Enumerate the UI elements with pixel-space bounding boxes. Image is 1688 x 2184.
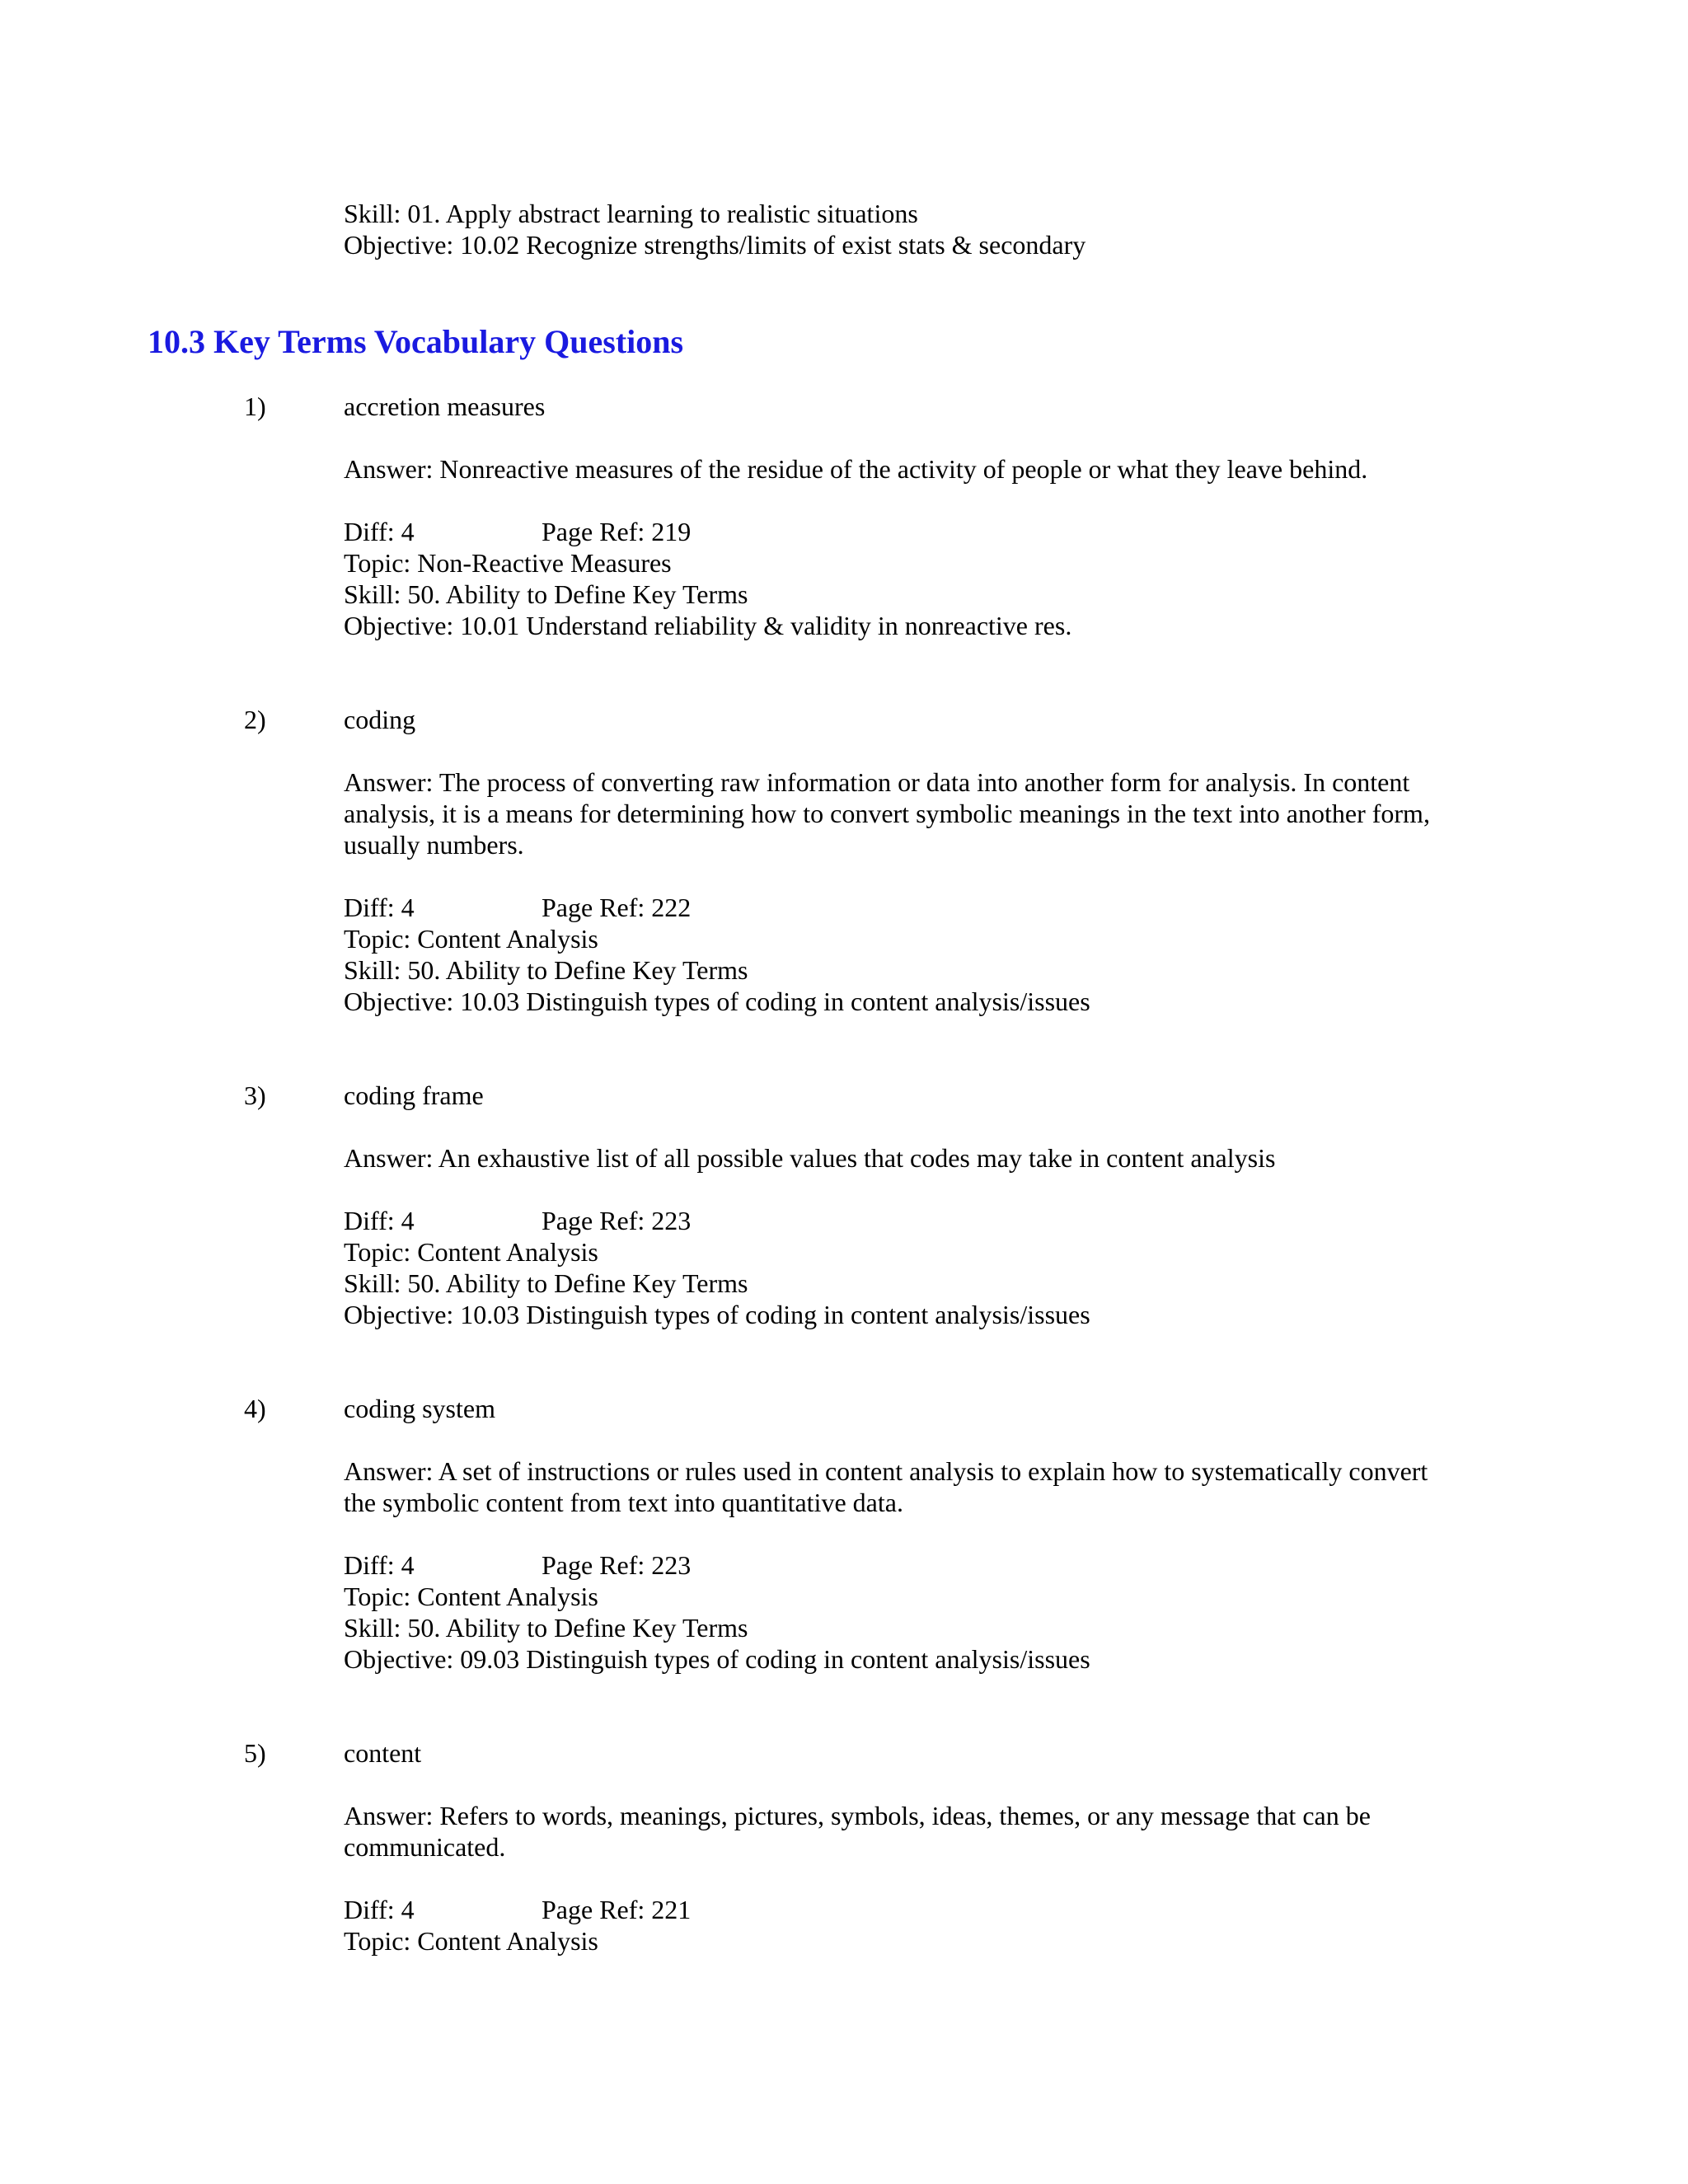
skill-line: Skill: 50. Ability to Define Key Terms xyxy=(344,1268,748,1298)
page-ref: Page Ref: 223 xyxy=(542,1550,692,1580)
question-term: content xyxy=(344,1738,422,1768)
section-heading: 10.3 Key Terms Vocabulary Questions xyxy=(148,323,684,360)
diff-row xyxy=(344,892,692,923)
diff-row xyxy=(344,516,692,547)
difficulty: Diff: 4 xyxy=(344,893,415,922)
difficulty: Diff: 4 xyxy=(344,1206,415,1235)
question-answer: Answer: The process of converting raw information or data into another form for analysis. In content analysis, it is a means for determining how to convert symbolic meanings in the text into another form, usually numbers. xyxy=(344,767,1430,860)
question-answer: Answer: A set of instructions or rules used in content analysis to explain how to systematically convert the symbolic content from text into quantitative data. xyxy=(344,1456,1428,1517)
page-ref: Page Ref: 221 xyxy=(542,1895,692,1924)
question-number: 3) xyxy=(244,1080,266,1110)
topic-line: Topic: Content Analysis xyxy=(344,924,598,954)
question-answer: Answer: Nonreactive measures of the residue of the activity of people or what they leave behind. xyxy=(344,454,1368,484)
skill-line: Skill: 50. Ability to Define Key Terms xyxy=(344,1613,748,1643)
difficulty: Diff: 4 xyxy=(344,1895,415,1924)
question-term: coding xyxy=(344,705,416,734)
diff-row xyxy=(344,1549,692,1581)
prev-objective-line: Objective: 10.02 Recognize strengths/limits of exist stats & secondary xyxy=(344,230,1086,260)
question-term: coding frame xyxy=(344,1080,484,1110)
diff-row xyxy=(344,1894,692,1925)
topic-line: Topic: Content Analysis xyxy=(344,1237,598,1267)
page-ref: Page Ref: 219 xyxy=(542,517,692,546)
skill-line: Skill: 50. Ability to Define Key Terms xyxy=(344,955,748,985)
question-term: accretion measures xyxy=(344,391,546,421)
topic-line: Topic: Content Analysis xyxy=(344,1926,598,1956)
objective-line: Objective: 09.03 Distinguish types of coding in content analysis/issues xyxy=(344,1644,1090,1674)
objective-line: Objective: 10.01 Understand reliability & validity in nonreactive res. xyxy=(344,611,1072,640)
topic-line: Topic: Content Analysis xyxy=(344,1582,598,1611)
difficulty: Diff: 4 xyxy=(344,1550,415,1580)
question-number: 1) xyxy=(244,391,266,421)
skill-line: Skill: 50. Ability to Define Key Terms xyxy=(344,579,748,609)
question-term: coding system xyxy=(344,1394,495,1423)
page-ref: Page Ref: 223 xyxy=(542,1206,692,1235)
objective-line: Objective: 10.03 Distinguish types of coding in content analysis/issues xyxy=(344,987,1090,1016)
question-number: 4) xyxy=(244,1394,266,1423)
question-answer: Answer: An exhaustive list of all possible values that codes may take in content analysis xyxy=(344,1143,1276,1173)
difficulty: Diff: 4 xyxy=(344,517,415,546)
diff-row xyxy=(344,1205,692,1236)
objective-line: Objective: 10.03 Distinguish types of coding in content analysis/issues xyxy=(344,1300,1090,1329)
question-answer: Answer: Refers to words, meanings, pictures, symbols, ideas, themes, or any message that can be communicated. xyxy=(344,1801,1371,1862)
prev-skill-line: Skill: 01. Apply abstract learning to realistic situations xyxy=(344,199,918,228)
page-ref: Page Ref: 222 xyxy=(542,893,692,922)
question-number: 2) xyxy=(244,705,266,734)
topic-line: Topic: Non-Reactive Measures xyxy=(344,548,672,578)
question-number: 5) xyxy=(244,1738,266,1768)
